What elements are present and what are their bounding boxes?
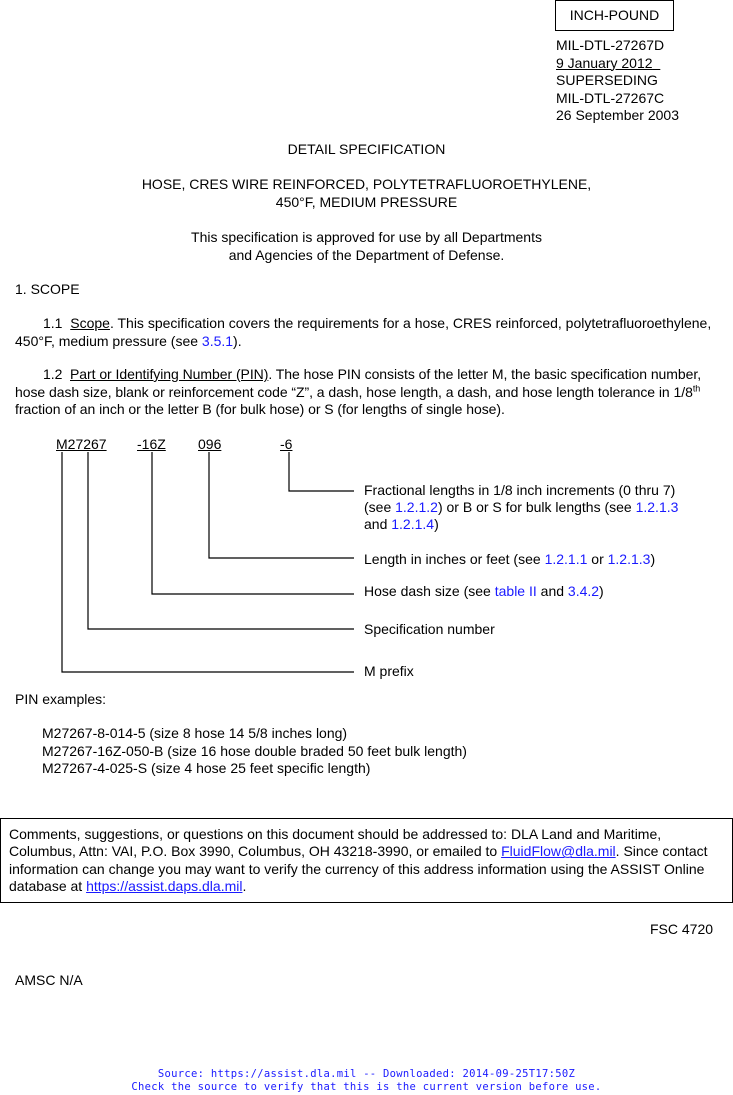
document-type: DETAIL SPECIFICATION <box>287 141 446 157</box>
pin-part-length: 096 <box>198 436 222 452</box>
label-fractional: Fractional lengths in 1/8 inch increments (0 thru 7) (see 1.2.1.2) or B or S for bulk lengths (see 1.2.1.3 and 1.2.1.4) <box>364 482 679 532</box>
superseded-date: 26 September 2003 <box>556 107 679 123</box>
issue-date: 9 January 2012 <box>556 54 653 71</box>
paragraph-1-1: 1.1 Scope. This specification covers the requirements for a hose, CRES reinforced, polytetrafluoroethylene, 450°F, medium pressure (see 3.5.1). <box>15 315 712 349</box>
email-link[interactable]: FluidFlow@dla.mil <box>501 843 616 860</box>
leader-dash-size <box>152 452 354 594</box>
list-item: M27267-4-025-S (size 4 hose 25 feet specific length) <box>42 760 371 776</box>
leader-spec-number <box>88 452 354 629</box>
ref-link[interactable]: table II <box>494 583 537 599</box>
assist-url-link[interactable]: https://assist.daps.dla.mil <box>86 877 243 894</box>
leader-fraction <box>289 452 354 491</box>
label-dash-size: Hose dash size (see table II and 3.4.2) <box>364 583 604 599</box>
label-length: Length in inches or feet (see 1.2.1.1 or 1.2.1.3) <box>364 551 656 567</box>
ref-link[interactable]: 1.2.1.1 <box>544 551 588 567</box>
list-item: M27267-16Z-050-B (size 16 hose double braded 50 feet bulk length) <box>42 742 467 759</box>
leader-length <box>209 452 354 558</box>
ref-link[interactable]: 1.2.1.3 <box>607 551 651 567</box>
leader-prefix <box>62 452 354 672</box>
para-title: Scope <box>70 315 110 331</box>
title-line-2: 450°F, MEDIUM PRESSURE <box>275 193 458 210</box>
title-line-1: HOSE, CRES WIRE REINFORCED, POLYTETRAFLUOROETHYLENE, <box>141 176 592 192</box>
pin-part-fraction: -6 <box>280 436 293 452</box>
pin-part-dash-size: -16Z <box>137 436 166 452</box>
amsc-code: AMSC N/A <box>15 972 83 988</box>
pin-examples-list <box>42 725 467 778</box>
ref-link[interactable]: 1.2.1.4 <box>391 516 435 532</box>
inch-pound-box: INCH-POUND <box>555 0 674 31</box>
ref-link[interactable]: 1.2.1.2 <box>395 499 438 515</box>
footer-source: Source: https://assist.dla.mil -- Downloaded: 2014-09-25T17:50Z <box>157 1068 576 1080</box>
ref-link[interactable]: 3.4.2 <box>567 583 600 599</box>
footer-verify: Check the source to verify that this is the current version before use. <box>131 1081 602 1093</box>
ref-link[interactable]: 1.2.1.3 <box>635 499 679 515</box>
ref-link[interactable]: 3.5.1 <box>201 332 234 349</box>
para-number: 1.2 <box>43 366 63 382</box>
paragraph-1-2: 1.2 Part or Identifying Number (PIN). The hose PIN consists of the letter M, the basic specification number, hose dash size, blank or reinforcement code “Z”, a dash, hose length, a dash, and hose length tolerance in 1/8th fraction of an inch or the letter B (for bulk hose) or S (for lengths of single hose). <box>15 366 702 417</box>
approval-line-2: and Agencies of the Department of Defense. <box>228 246 505 263</box>
pin-part-basic: M27267 <box>56 436 107 452</box>
designation: MIL-DTL-27267D <box>556 37 665 53</box>
section-heading-scope: 1. SCOPE <box>15 281 80 297</box>
comments-box: Comments, suggestions, or questions on this document should be addressed to: DLA Land and Maritime, Columbus, Attn: VAI, P.O. Box 3990, Columbus, OH 43218-3990, or emailed to FluidFlow@dla.mil. Since contact information can change you may want to verify the currency of this address information using the ASSIST Online database at https://assist.daps.dla.mil. <box>0 818 733 903</box>
superseded-designation: MIL-DTL-27267C <box>556 89 665 106</box>
superseding-label: SUPERSEDING <box>556 72 658 88</box>
approval-line-1: This specification is approved for use by all Departments <box>191 229 542 245</box>
pin-examples-heading: PIN examples: <box>15 691 107 707</box>
para-number: 1.1 <box>43 315 63 331</box>
list-item: M27267-8-014-5 (size 8 hose 14 5/8 inches long) <box>42 725 348 741</box>
label-prefix: M prefix <box>364 663 414 679</box>
fsc-code: FSC 4720 <box>650 921 714 937</box>
para-title: Part or Identifying Number (PIN) <box>70 366 269 382</box>
label-spec-number: Specification number <box>364 621 495 637</box>
